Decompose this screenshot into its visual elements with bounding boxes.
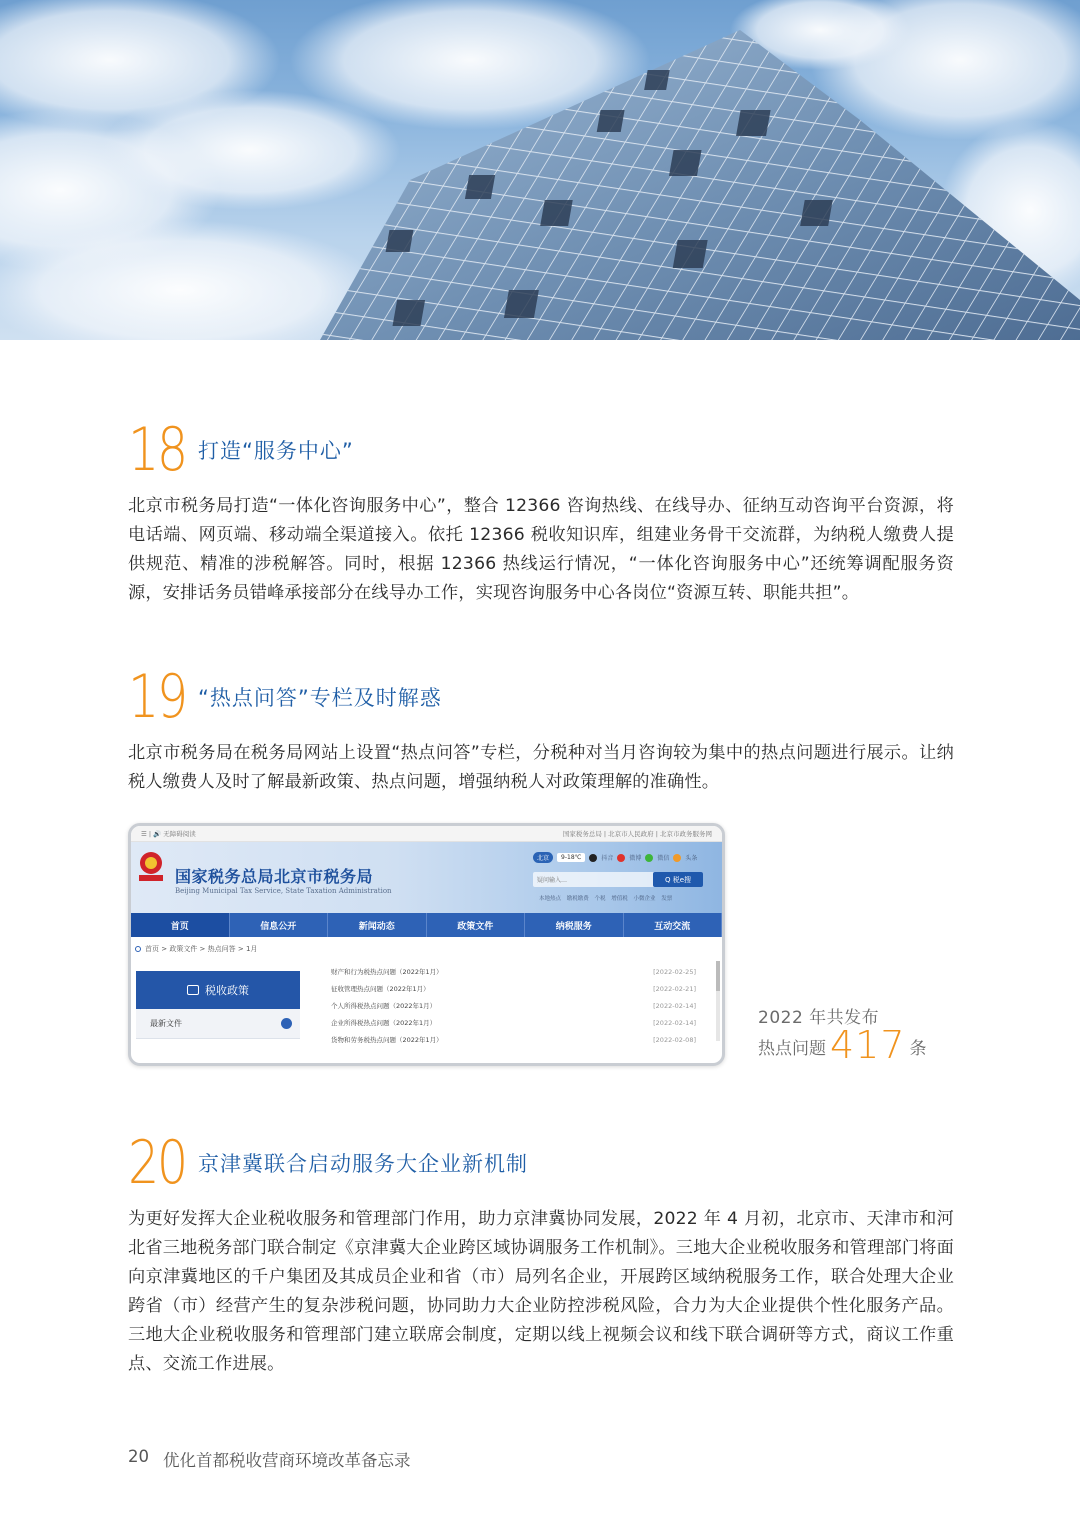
weather-city: 北京 — [533, 852, 553, 863]
nav-policy[interactable]: 政策文件 — [427, 913, 526, 937]
side-panel — [136, 971, 300, 1039]
document-icon — [187, 985, 199, 995]
social-wechat[interactable]: 微信 — [657, 855, 670, 862]
list-item-date: [2022-02-25] — [653, 967, 696, 976]
website-content — [131, 961, 722, 1044]
scrollbar-thumb[interactable] — [716, 961, 720, 991]
page-footer — [128, 1447, 411, 1471]
section-number: 19 — [128, 662, 186, 732]
location-pin-icon — [135, 946, 141, 952]
section-number: 18 — [128, 415, 186, 485]
nav-home[interactable]: 首页 — [131, 913, 230, 937]
nav-interaction[interactable]: 互动交流 — [624, 913, 723, 937]
list-item[interactable] — [331, 1031, 696, 1048]
section-19-body: 北京市税务局在税务局网站上设置“热点问答”专栏，分税种对当月咨询较为集中的热点问题进行展示。让纳税人缴费人及时了解最新政策、热点问题，增强纳税人对政策理解的准确性。 — [128, 743, 954, 792]
list-item[interactable] — [331, 997, 696, 1014]
weather-temp: 9-18℃ — [557, 853, 585, 862]
side-latest-files[interactable] — [136, 1009, 300, 1039]
stat-line — [758, 1023, 927, 1067]
site-name: 国家税务总局北京市税务局 — [175, 867, 374, 886]
list-item[interactable] — [331, 980, 696, 997]
social-toutiao[interactable]: 头条 — [685, 855, 698, 862]
list-item-date: [2022-02-14] — [653, 1001, 696, 1010]
social-douyin[interactable]: 抖音 — [601, 855, 614, 862]
list-item-title: 货物和劳务税热点问题（2022年1月） — [331, 1036, 443, 1044]
nav-info-public[interactable]: 信息公开 — [230, 913, 329, 937]
nav-news[interactable]: 新闻动态 — [328, 913, 427, 937]
section-19-header — [128, 662, 442, 732]
list-item-title: 财产和行为税热点问题（2022年1月） — [331, 968, 443, 976]
publication-title: 优化首都税收营商环境改革备忘录 — [163, 1451, 411, 1470]
stat-caption: 2022 年共发布 — [758, 1008, 880, 1028]
section-18-header — [128, 415, 354, 485]
website-nav — [131, 913, 722, 937]
section-18-body: 北京市税务局打造“一体化咨询服务中心”，整合 12366 咨询热线、在线导办、征纳互动咨询平台资源，将电话端、网页端、移动端全渠道接入。依托 12366 税收知识库，组建业务骨干交流群，为纳税人缴费人提供规范、精准的涉税解答。同时，根据 12366 热线运行情况，“一体化咨询服务中心”还统筹调配服务资源，安排话务员错峰承接部分在线导办工作，实现咨询服务中心各岗位“资源互转、职能共担”。 — [128, 496, 954, 603]
stat-value: 417 — [830, 1023, 906, 1067]
website-topbar — [131, 826, 722, 842]
list-item[interactable] — [331, 1014, 696, 1031]
accessibility-link[interactable]: ☰ | 🔊 无障碍阅读 — [141, 830, 196, 838]
section-20-header — [128, 1128, 528, 1198]
nav-tax-service[interactable]: 纳税服务 — [525, 913, 624, 937]
page-number: 20 — [128, 1447, 149, 1466]
weibo-icon[interactable] — [617, 854, 625, 862]
tax-website-screenshot — [128, 823, 725, 1066]
site-name-english: Beijing Municipal Tax Service, State Taxation Administration — [175, 887, 392, 895]
side-tax-policy[interactable] — [136, 971, 300, 1009]
national-emblem-icon — [135, 850, 167, 884]
arrow-right-icon — [281, 1018, 292, 1029]
side-item-label: 最新文件 — [150, 1019, 182, 1028]
search-placeholder: 疑问输入… — [537, 877, 568, 884]
section-title: 京津冀联合启动服务大企业新机制 — [198, 1152, 528, 1176]
list-item[interactable] — [331, 963, 696, 980]
list-item-title: 个人所得税热点问题（2022年1月） — [331, 1002, 437, 1010]
weather-and-social — [533, 852, 697, 863]
section-title: 打造“服务中心” — [198, 439, 354, 463]
website-banner — [131, 842, 722, 913]
hot-keywords[interactable]: 本地热点 缴税缴费 个税 增值税 小微企业 发票 — [539, 896, 673, 902]
breadcrumb — [131, 937, 722, 961]
scrollbar[interactable] — [716, 961, 720, 1041]
list-item-date: [2022-02-14] — [653, 1018, 696, 1027]
section-title: “热点问答”专栏及时解惑 — [198, 686, 442, 710]
site-search-input[interactable] — [533, 872, 703, 887]
list-item-title: 征收管理热点问题（2022年1月） — [331, 985, 430, 993]
search-button[interactable]: Q 税e搜 — [653, 872, 703, 887]
hot-qa-list — [331, 963, 696, 1048]
list-item-date: [2022-02-08] — [653, 1035, 696, 1044]
douyin-icon[interactable] — [589, 854, 597, 862]
stat-suffix: 条 — [909, 1039, 927, 1059]
section-20-body: 为更好发挥大企业税收服务和管理部门作用，助力京津冀协同发展，2022 年 4 月初，北京市、天津市和河北省三地税务部门联合制定《京津冀大企业跨区域协调服务工作机制》。三地大企业税收服务和管理部门将面向京津冀地区的千户集团及其成员企业和省（市）局列名企业，开展跨区域纳税服务工作，联合处理大企业跨省（市）经营产生的复杂涉税问题，协同助力大企业防控涉税风险，合力为大企业提供个性化服务产品。三地大企业税收服务和管理部门建立联席会制度，定期以线上视频会议和线下联合调研等方式，商议工作重点、交流工作进展。 — [128, 1209, 955, 1374]
wechat-icon[interactable] — [645, 854, 653, 862]
social-weibo[interactable]: 微博 — [629, 855, 642, 862]
list-item-date: [2022-02-21] — [653, 984, 696, 993]
side-title: 税收政策 — [205, 984, 249, 997]
list-item-title: 企业所得税热点问题（2022年1月） — [331, 1019, 437, 1027]
toutiao-icon[interactable] — [673, 854, 681, 862]
section-number: 20 — [128, 1128, 186, 1198]
hero-building-photo — [0, 0, 1080, 340]
breadcrumb-text[interactable]: 首页 > 政策文件 > 热点问答 > 1月 — [145, 945, 258, 953]
stat-prefix: 热点问题 — [758, 1039, 826, 1059]
external-links[interactable]: 国家税务总局 | 北京市人民政府 | 北京市政务服务网 — [562, 830, 712, 838]
